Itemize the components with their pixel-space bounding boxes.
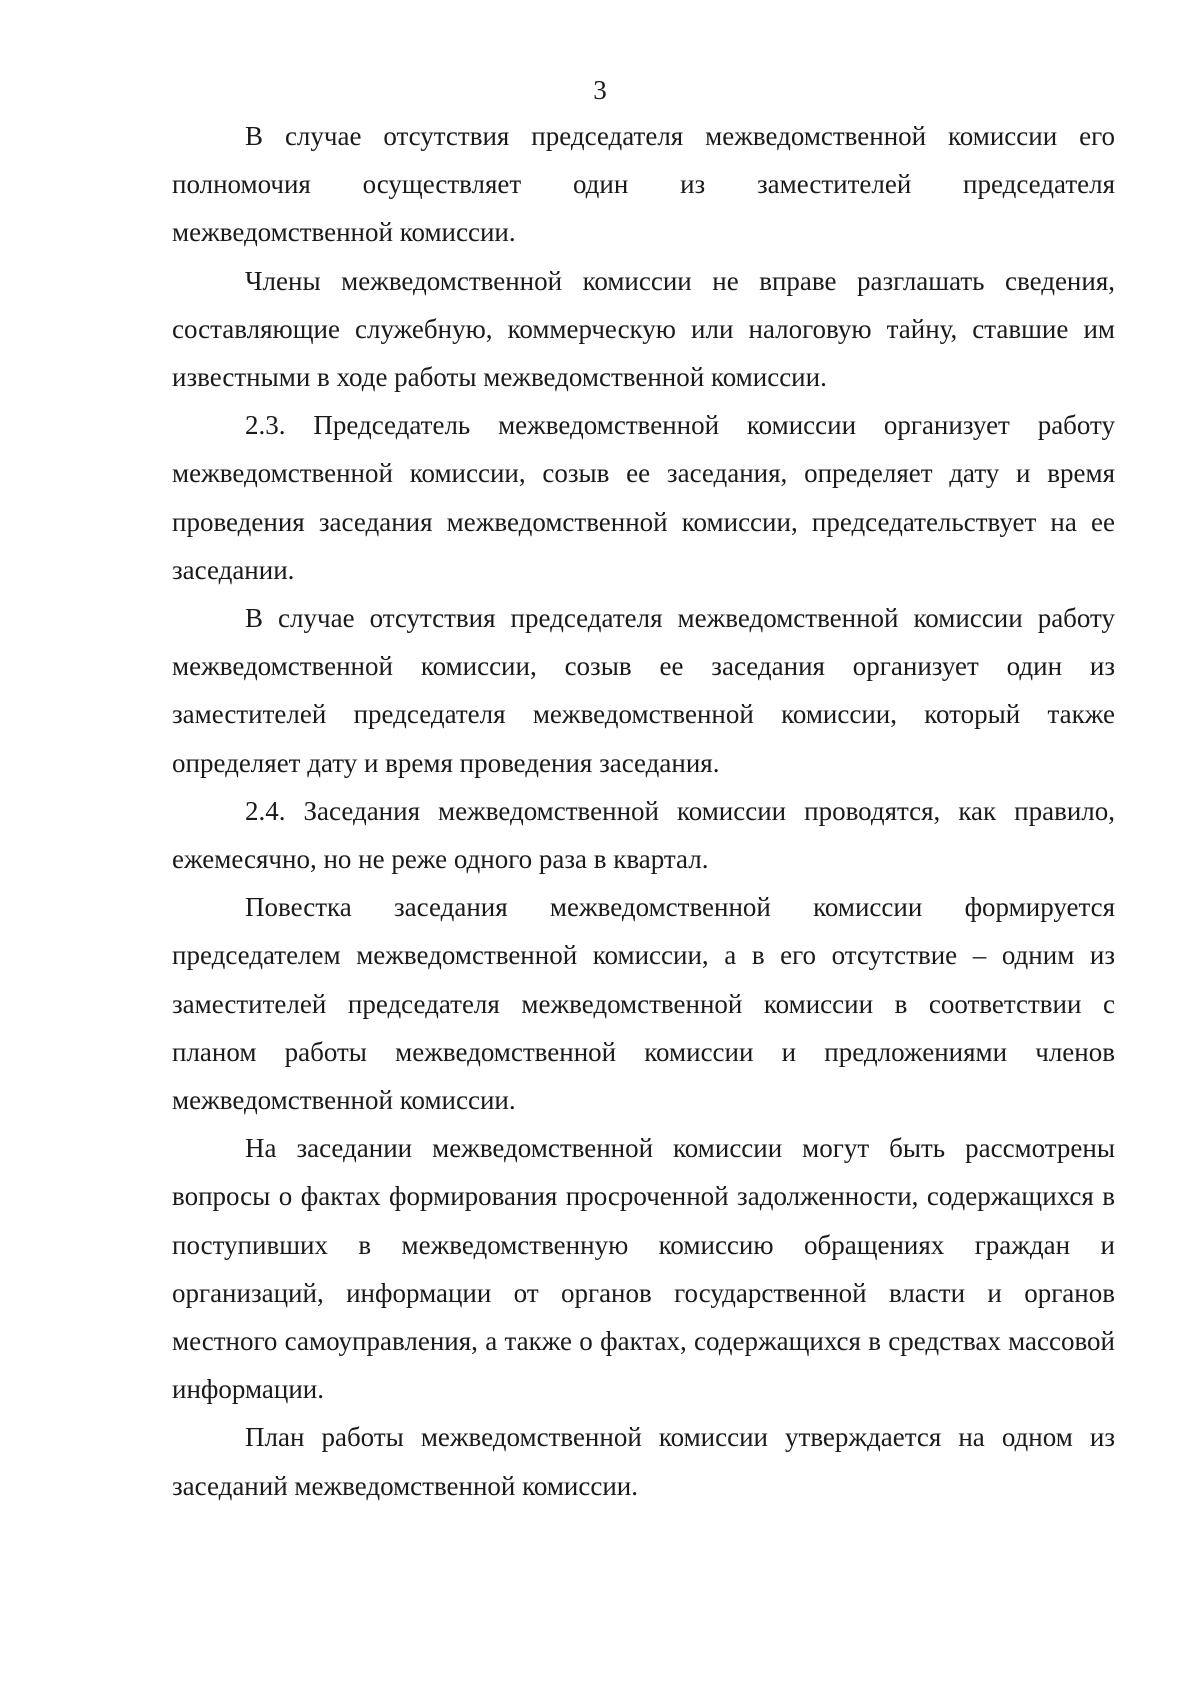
page-number: 3	[593, 75, 607, 105]
paragraph: Повестка заседания межведомственной комиссии формируется председателем межведомственной комиссии, а в его отсутствие – одним из заместителей председателя межведомственной комиссии в соответствии с планом работы межведомственной комиссии и предложениями членов межведомственной комиссии.	[172, 892, 1115, 1116]
paragraph: В случае отсутствия председателя межведомственной комиссии его полномочия осуществляет один из заместителей председателя межведомственной комиссии.	[172, 121, 1115, 248]
paragraph: На заседании межведомственной комиссии могут быть рассмотрены вопросы о фактах формирования просроченной задолженности, содержащихся в поступивших в межведомственную комиссию обращениях граждан и организаций, информации от органов государственной власти и органов местного самоуправления, а также о фактах, содержащихся в средствах массовой информации.	[172, 1133, 1115, 1405]
document-body	[172, 112, 1115, 1510]
paragraph: 2.3. Председатель межведомственной комиссии организует работу межведомственной комиссии, созыв ее заседания, определяет дату и время проведения заседания межведомственной комиссии, председательствует на ее заседании.	[172, 410, 1115, 585]
paragraph: В случае отсутствия председателя межведомственной комиссии работу межведомственной комиссии, созыв ее заседания организует один из заместителей председателя межведомственной комиссии, который также определяет дату и время проведения заседания.	[172, 603, 1115, 778]
paragraph: Члены межведомственной комиссии не вправе разглашать сведения, составляющие служебную, коммерческую или налоговую тайну, ставшие им известными в ходе работы межведомственной комиссии.	[172, 265, 1115, 393]
paragraph: 2.4. Заседания межведомственной комиссии проводятся, как правило, ежемесячно, но не реже одного раза в квартал.	[172, 795, 1115, 875]
paragraph: План работы межведомственной комиссии утверждается на одном из заседаний межведомственной комиссии.	[172, 1422, 1115, 1501]
